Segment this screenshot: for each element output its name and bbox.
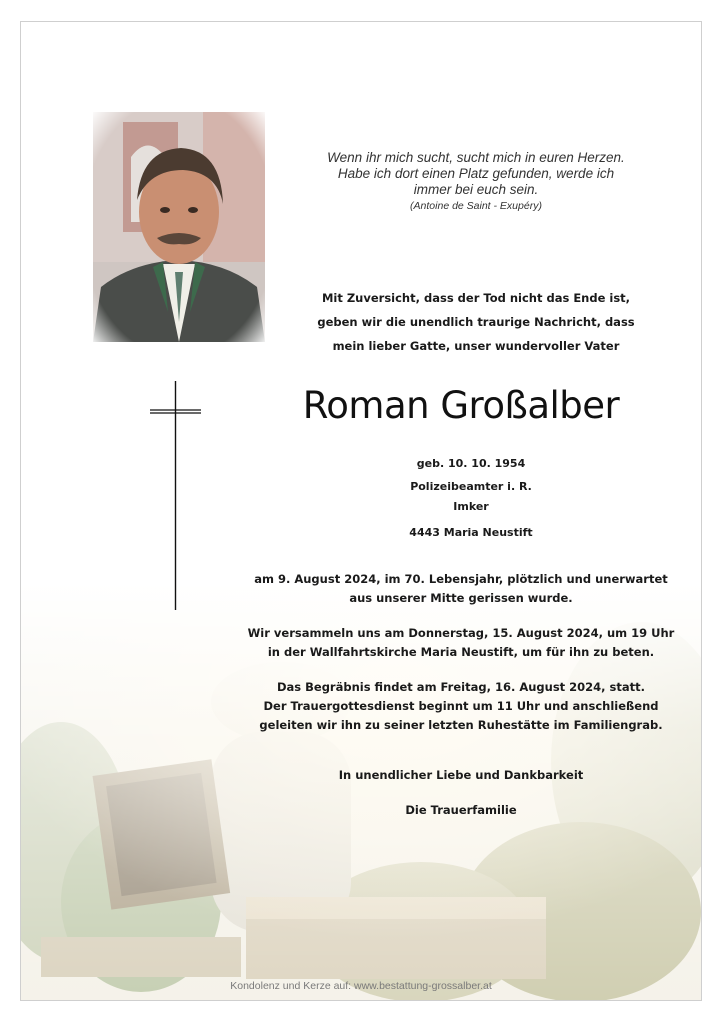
funeral-line: geleiten wir ihn zu seiner letzten Ruhestätte im Familiengrab. bbox=[259, 718, 663, 732]
birth-date: geb. 10. 10. 1954 bbox=[416, 457, 526, 470]
intro-line: Mit Zuversicht, dass der Tod nicht das Ende ist, bbox=[321, 291, 631, 305]
condolence-link[interactable]: Kondolenz und Kerze auf: www.bestattung-grossalber.at bbox=[230, 980, 492, 992]
death-notice-line: aus unserer Mitte gerissen wurde. bbox=[349, 591, 573, 605]
profession: Imker bbox=[453, 500, 489, 513]
quote-line: Habe ich dort einen Platz gefunden, werde ich bbox=[337, 166, 615, 181]
profession: Polizeibeamter i. R. bbox=[410, 480, 532, 493]
quote-line: Wenn ihr mich sucht, sucht mich in euren Herzen. bbox=[327, 150, 625, 165]
quote-line: immer bei euch sein. bbox=[413, 182, 539, 197]
intro-line: geben wir die unendlich traurige Nachricht, dass bbox=[317, 315, 635, 329]
intro-line: mein lieber Gatte, unser wundervoller Vater bbox=[332, 339, 620, 353]
prayer-gathering bbox=[231, 624, 691, 662]
personal-details bbox=[341, 454, 601, 543]
residence: 4443 Maria Neustift bbox=[409, 526, 533, 539]
funeral-line: Das Begräbnis findet am Freitag, 16. August 2024, statt. bbox=[276, 680, 646, 694]
death-notice bbox=[231, 570, 691, 608]
funeral-info bbox=[231, 678, 691, 735]
closing-dedication bbox=[231, 766, 691, 785]
dedication-line: In unendlicher Liebe und Dankbarkeit bbox=[338, 768, 584, 782]
death-notice-line: am 9. August 2024, im 70. Lebensjahr, plötzlich und unerwartet bbox=[254, 572, 668, 586]
gathering-line: Wir versammeln uns am Donnerstag, 15. August 2024, um 19 Uhr bbox=[247, 626, 675, 640]
family-signature bbox=[231, 801, 691, 820]
cross-icon bbox=[21, 22, 701, 642]
quote-source: (Antoine de Saint - Exupéry) bbox=[410, 200, 542, 212]
funeral-line: Der Trauergottesdienst beginnt um 11 Uhr und anschließend bbox=[263, 699, 659, 713]
deceased-name: Roman Großalber bbox=[302, 384, 620, 427]
signature-line: Die Trauerfamilie bbox=[405, 803, 517, 817]
obituary-frame bbox=[20, 21, 702, 1001]
gathering-line: in der Wallfahrtskirche Maria Neustift, um für ihn zu beten. bbox=[267, 645, 655, 659]
